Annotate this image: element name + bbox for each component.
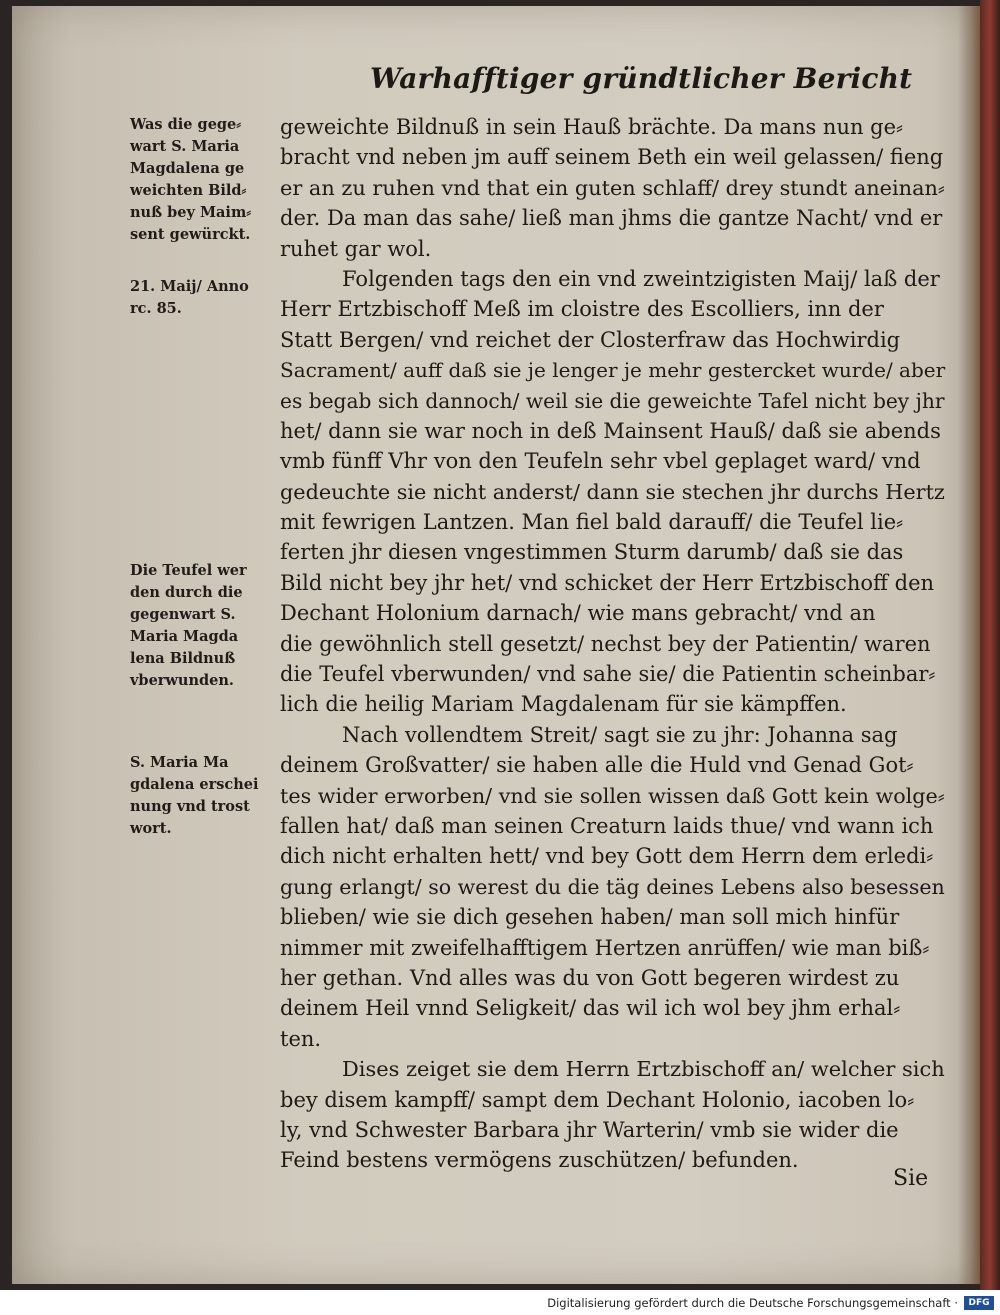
margin-note-line: weichten Bild⸗ [130, 182, 247, 199]
margin-note-line: gdalena erschei [130, 776, 259, 793]
body-line: her gethan. Vnd alles was du von Gott begeren wirdest zu [280, 965, 900, 990]
margin-note [130, 114, 278, 246]
margin-note-line: Was die gege⸗ [130, 116, 242, 133]
body-line: es begab sich dannoch/ weil sie die geweichte Tafel nicht bey jhr [280, 388, 945, 413]
margin-note-line: S. Maria Ma [130, 754, 229, 771]
body-line: gung erlangt/ so werest du die täg deines Lebens also besessen [280, 874, 945, 899]
dfg-logo: DFG [964, 1296, 994, 1310]
body-line: fallen hat/ daß man seinen Creaturn laids thue/ vnd wann ich [280, 813, 934, 838]
margin-note-line: gegenwart S. [130, 606, 236, 623]
body-line: Statt Bergen/ vnd reichet der Closterfraw das Hochwirdig [280, 327, 901, 352]
body-line: Nach vollendtem Streit/ sagt sie zu jhr: Johanna sag [342, 722, 898, 747]
body-line: Dechant Holonium darnach/ wie mans gebracht/ vnd an [280, 601, 876, 626]
body-line: ruhet gar wol. [280, 236, 432, 261]
body-line: die Teufel vberwunden/ vnd sahe sie/ die Patientin scheinbar⸗ [280, 662, 936, 687]
margin-note [130, 560, 278, 692]
body-line: deinem Großvatter/ sie haben alle die Huld vnd Genad Got⸗ [280, 753, 914, 778]
body-line: ferten jhr diesen vngestimmen Sturm darumb/ daß sie das [280, 540, 904, 565]
margin-note [130, 276, 278, 320]
body-line: bracht vnd neben jm auff seinem Beth ein weil gelassen/ fieng [280, 145, 944, 170]
margin-note-line: wart S. Maria [130, 138, 240, 155]
margin-note-line: den durch die [130, 584, 243, 601]
body-line: lich die heilig Mariam Magdalenam für sie kämpffen. [280, 692, 847, 717]
body-line: deinem Heil vnnd Seligkeit/ das wil ich wol bey jhm erhal⸗ [280, 996, 901, 1021]
body-line: Dises zeiget sie dem Herrn Ertzbischoff an/ welcher sich [342, 1057, 945, 1082]
footer-credit: Digitalisierung gefördert durch die Deutsche Forschungsgemeinschaft · [547, 1295, 958, 1310]
body-line: blieben/ wie sie dich gesehen haben/ man soll mich hinfür [280, 905, 900, 930]
body-line: nimmer mit zweifelhafftigem Hertzen anrüffen/ wie man biß⸗ [280, 935, 930, 960]
book-cover-edge [980, 0, 1000, 1290]
body-line: ly, vnd Schwester Barbara jhr Warterin/ vmb sie wider die [280, 1117, 899, 1142]
catchword: Sie [893, 1166, 929, 1191]
body-line: vmb fünff Vhr von den Teufeln sehr vbel geplaget ward/ vnd [280, 449, 921, 474]
digitization-footer [0, 1290, 1000, 1315]
body-line: ten. [280, 1026, 322, 1051]
body-line: tes wider erworben/ vnd sie sollen wissen daß Gott kein wolge⸗ [280, 783, 945, 808]
margin-note-line: 21. Maij/ Anno [130, 278, 249, 295]
body-line: er an zu ruhen vnd that ein guten schlaff/ drey stundt aneinan⸗ [280, 175, 945, 200]
margin-note-line: nung vnd trost [130, 798, 250, 815]
body-line: het/ dann sie war noch in deß Mainsent Hauß/ daß sie abends [280, 418, 941, 443]
margin-note-line: Maria Magda [130, 628, 239, 645]
body-line: geweichte Bildnuß in sein Hauß brächte. Da mans nun ge⸗ [280, 115, 904, 139]
body-line: bey disem kampff/ sampt dem Dechant Holonio, iacoben lo⸗ [280, 1087, 915, 1112]
margin-note-line: Magdalena ge [130, 160, 245, 177]
page-edge-shadow [958, 6, 980, 1284]
body-line: gedeuchte sie nicht anderst/ dann sie stechen jhr durchs Hertz [280, 479, 945, 504]
margin-note-line: lena Bildnuß [130, 650, 236, 667]
body-line: dich nicht erhalten hett/ vnd bey Gott dem Herrn dem erledi⸗ [280, 844, 934, 869]
margin-note-line: Die Teufel wer [130, 562, 247, 579]
margin-note-line: rc. 85. [130, 300, 182, 317]
body-line: Herr Ertzbischoff Meß im cloistre des Escolliers, inn der [280, 297, 884, 322]
body-line: Sacrament/ auff daß sie je lenger je mehr gestercket wurde/ aber [280, 358, 946, 383]
body-text [280, 112, 945, 1176]
margin-note-line: vberwunden. [130, 672, 234, 689]
margin-note-line: nuß bey Maim⸗ [130, 204, 252, 221]
body-line: die gewöhnlich stell gesetzt/ nechst bey der Patientin/ waren [280, 631, 931, 656]
body-line: Feind bestens vermögens zuschützen/ befunden. [280, 1148, 799, 1173]
margin-note-line: wort. [130, 820, 172, 837]
margin-note [130, 752, 278, 840]
body-line: der. Da man das sahe/ ließ man jhms die gantze Nacht/ vnd er [280, 206, 943, 231]
running-head: Warhafftiger gründtlicher Bericht [370, 62, 913, 95]
body-line: mit fewrigen Lantzen. Man fiel bald darauff/ die Teufel lie⸗ [280, 510, 904, 535]
margin-note-line: sent gewürckt. [130, 226, 251, 243]
body-line: Bild nicht bey jhr het/ vnd schicket der Herr Ertzbischoff den [280, 570, 935, 595]
body-line: Folgenden tags den ein vnd zweintzigisten Maij/ laß der [342, 266, 940, 291]
